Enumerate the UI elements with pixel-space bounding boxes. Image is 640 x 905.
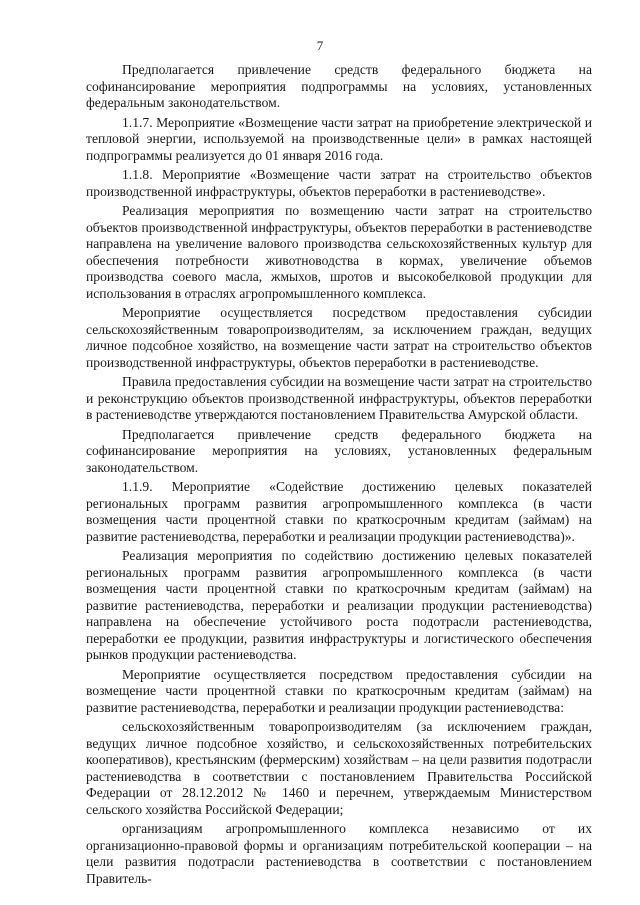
paragraph: 1.1.9. Мероприятие «Содействие достижению целевых показателей региональных программ развития агропромышленного комплекса (в части возмещения части процентной ставки по краткосрочным кредитам (займам) на развитие растениеводства, переработки и реализации продукции растениеводства)». xyxy=(86,479,592,544)
paragraph: Правила предоставления субсидии на возмещение части затрат на строительство и реконструкцию объектов производственной инфраструктуры, объектов переработки в растениеводстве утверждаются постановлением Правительства Амурской области. xyxy=(86,374,592,422)
paragraph: 1.1.7. Мероприятие «Возмещение части затрат на приобретение электрической и тепловой энергии, используемой на производственные цели» в рамках настоящей подпрограммы реализуется до 01 января 2016 года. xyxy=(86,114,592,163)
paragraph: сельскохозяйственным товаропроизводителям (за исключением граждан, ведущих личное подсобное хозяйство, и сельскохозяйственных потребительских кооперативов), крестьянским (фермерским) хозяйствам – на цели развития подотрасли растениеводства в соответствии с постановлением Правительства Российской Федерации от 28.12.2012 № 1460 и перечнем, утверждаемым Министерством сельского хозяйства Российской Федерации; xyxy=(86,719,592,817)
paragraph: Мероприятие осуществляется посредством предоставления субсидии сельскохозяйственным товаропроизводителям, за исключением граждан, ведущих личное подсобное хозяйство, на возмещение части затрат на строительство объектов производственной инфраструктуры, объектов переработки в растениеводстве. xyxy=(86,305,592,370)
paragraph: Реализация мероприятия по содействию достижению целевых показателей региональных программ развития агропромышленного комплекса (в части возмещения части процентной ставки по краткосрочным кредитам (займам) на развитие растениеводства, переработки и реализации продукции растениеводства) направлена на обеспечение устойчивого роста подотрасли растениеводства, переработки ее продукции, развития инфраструктуры и логистического обеспечения рынков продукции растениеводства. xyxy=(86,548,592,662)
page-number: 7 xyxy=(316,38,324,53)
paragraph: 1.1.8. Мероприятие «Возмещение части затрат на строительство объектов производственной инфраструктуры, объектов переработки в растениеводстве». xyxy=(86,167,592,199)
paragraph: организациям агропромышленного комплекса независимо от их организационно-правовой формы и организациям потребительской кооперации – на цели развития подотрасли растениеводства в соответствии с постановлением Правитель- xyxy=(86,821,592,886)
document-body xyxy=(86,62,592,890)
paragraph: Предполагается привлечение средств федерального бюджета на софинансирование мероприятия на условиях, установленных федеральным законодательством. xyxy=(86,426,592,475)
paragraph: Реализация мероприятия по возмещению части затрат на строительство объектов производственной инфраструктуры, объектов переработки в растениеводстве направлена на увеличение валового производства сельскохозяйственных культур для обеспечения потребности животноводства в кормах, увеличение объемов производства соевого масла, жмыхов, шротов и высокобелковой продукции для использования в отраслях агропромышленного комплекса. xyxy=(86,203,592,301)
paragraph: Предполагается привлечение средств федерального бюджета на софинансирование мероприятия подпрограммы на условиях, установленных федеральным законодательством. xyxy=(86,62,592,110)
paragraph: Мероприятие осуществляется посредством предоставления субсидии на возмещение части процентной ставки по краткосрочным кредитам (займам) на развитие растениеводства, переработки и реализации продукции растениеводства: xyxy=(86,666,592,715)
